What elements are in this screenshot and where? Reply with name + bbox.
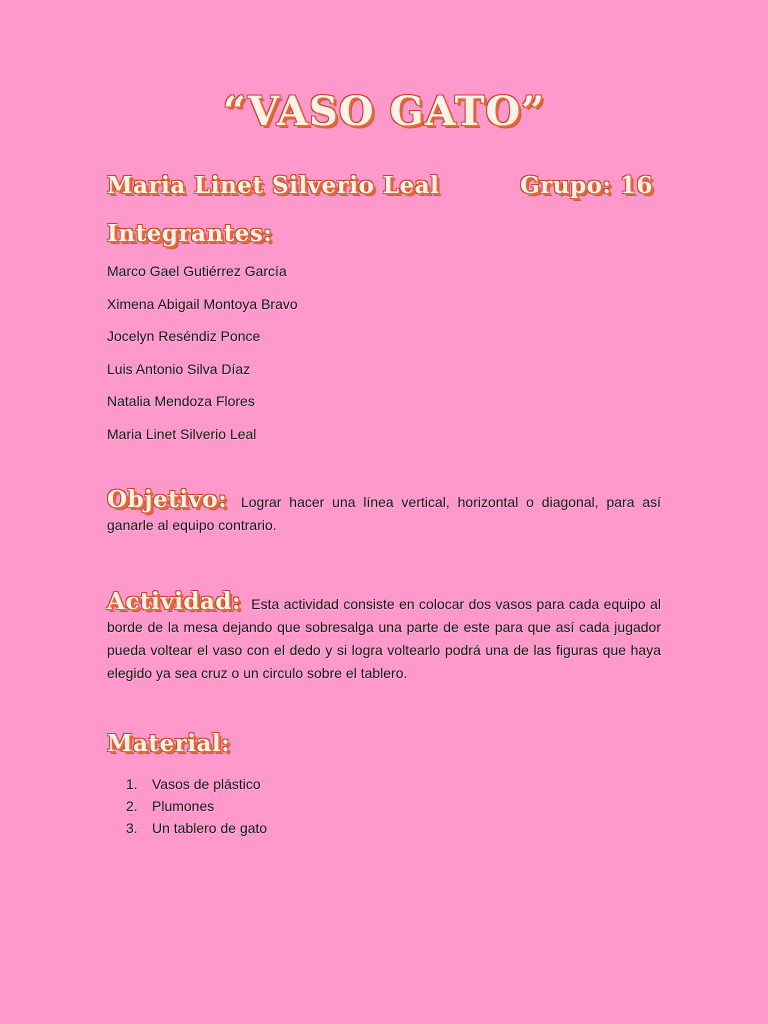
materials-list xyxy=(126,774,267,840)
material-label: Plumones xyxy=(152,798,215,814)
activity-section xyxy=(107,590,661,685)
member-item: Jocelyn Reséndiz Ponce xyxy=(107,328,261,344)
material-number: 2. xyxy=(126,798,138,814)
member-item: Natalia Mendoza Flores xyxy=(107,393,255,409)
members-list xyxy=(107,262,298,457)
materials-heading: Material: xyxy=(107,730,231,757)
material-item xyxy=(126,774,267,796)
material-label: Vasos de plástico xyxy=(152,776,261,792)
member-item: Marco Gael Gutiérrez García xyxy=(107,263,287,279)
material-label: Un tablero de gato xyxy=(152,820,268,836)
objective-text: Lograr hacer una línea vertical, horizontal o diagonal, para así ganarle al equipo contrario. xyxy=(107,494,661,533)
objective-heading: Objetivo: xyxy=(107,486,228,513)
material-number: 1. xyxy=(126,776,138,792)
activity-text: Esta actividad consiste en colocar dos vasos para cada equipo al borde de la mesa dejando que sobresalga una parte de este para que así cada jugador pueda voltear el vaso con el dedo y si logra voltearlo podrá una de las figuras que haya elegido ya sea cruz o un circulo sobre el tablero. xyxy=(107,596,662,681)
material-item xyxy=(126,796,267,818)
member-item: Luis Antonio Silva Díaz xyxy=(107,360,251,377)
group-label: Grupo: 16 xyxy=(520,172,653,199)
material-number: 3. xyxy=(126,820,138,836)
material-item xyxy=(126,818,267,840)
activity-heading: Actividad: xyxy=(107,588,241,615)
author-name: Maria Linet Silverio Leal xyxy=(107,172,440,199)
members-heading: Integrantes: xyxy=(107,220,273,247)
member-item: Ximena Abigail Montoya Bravo xyxy=(107,295,298,312)
member-item: Maria Linet Silverio Leal xyxy=(107,425,257,442)
document-title: “VASO GATO” xyxy=(222,88,546,135)
objective-section xyxy=(107,488,661,537)
